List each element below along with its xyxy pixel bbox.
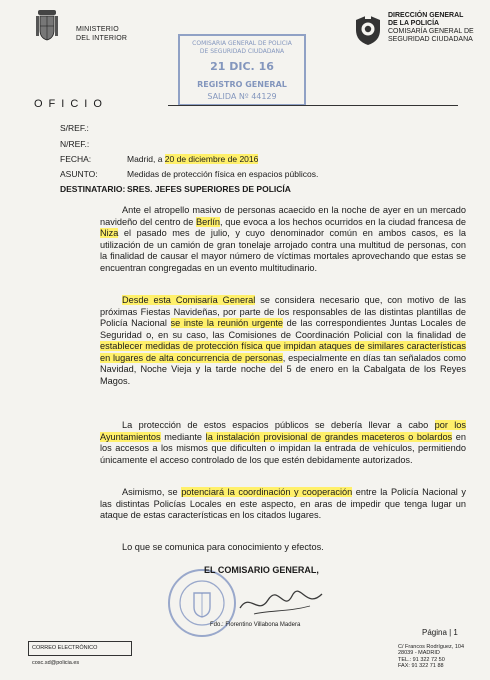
field-sref-label: S/REF.: bbox=[60, 123, 89, 133]
page-number: Página | 1 bbox=[422, 628, 458, 637]
ministry-line-1: MINISTERIO bbox=[76, 26, 119, 33]
spain-coat-of-arms-icon bbox=[34, 10, 60, 44]
p3-text-c: en los accesos a los mismos que dificulten o impidan la entrada de vehículos, permitiendo únicamente el acceso controlado de los que estén debidamente autorizados. bbox=[100, 431, 466, 465]
paragraph-5: Lo que se comunica para conocimiento y efectos. bbox=[122, 542, 324, 552]
field-nref-label: N/REF.: bbox=[60, 139, 90, 149]
stamp-line-2: DE SEGURIDAD CIUDADANA bbox=[199, 48, 285, 55]
p3-highlight-1: por los Ayuntamientos bbox=[100, 420, 466, 442]
stamp-number: SALIDA Nº 44129 bbox=[207, 92, 277, 101]
field-date-value bbox=[127, 154, 258, 164]
field-recipient-value: SRES. JEFES SUPERIORES DE POLICÍA bbox=[127, 184, 291, 194]
p2-highlight-1: Desde esta Comisaría General bbox=[122, 295, 256, 305]
paragraph-3 bbox=[100, 420, 466, 466]
direction-line-1: DIRECCIÓN GENERAL bbox=[388, 12, 464, 19]
field-recipient-label: DESTINATARIO: bbox=[60, 184, 126, 194]
signature-title: EL COMISARIO GENERAL, bbox=[204, 565, 319, 575]
p1-text-b: , que evoca a los hechos ocurridos en la ciudad francesa de bbox=[220, 216, 466, 227]
address-line-3: TEL.: 91 322 72 50 bbox=[398, 656, 445, 663]
field-subject-label: ASUNTO: bbox=[60, 169, 98, 179]
stamp-line-1: COMISARÍA GENERAL DE POLICÍA bbox=[192, 40, 292, 47]
oficio-divider bbox=[168, 105, 458, 106]
stamp-registry: REGISTRO GENERAL bbox=[197, 80, 287, 89]
p2-text-a: se considera necesario que, con motivo de las próximas Fiestas Navideñas, por parte de los responsables de las distintas plantillas de Policía Nacional bbox=[100, 295, 467, 328]
address-line-4: FAX: 91 322 71 88 bbox=[398, 662, 444, 669]
field-date-label: FECHA: bbox=[60, 154, 92, 164]
field-subject-value: Medidas de protección física en espacios públicos. bbox=[127, 169, 319, 179]
p1-highlight-berlin: Berlín bbox=[196, 216, 221, 227]
p1-text-c: el pasado mes de julio, y cuyo denominador común en ambos casos, es la utilización de un camión de gran tonelaje arrojado contra una multitud de personas, con la finalidad de causar el mayor número de víctimas mortales aprovechando que estas se encuentran congregadas en un evento multitudinario. bbox=[100, 228, 466, 273]
email-link[interactable]: cosc.sd@policia.es bbox=[32, 660, 80, 666]
p2-highlight-2: se inste la reunión urgente bbox=[170, 318, 283, 328]
signatory-name: Fdo.: Florentino Villabona Madera bbox=[210, 622, 301, 628]
handwritten-signature-icon bbox=[236, 586, 326, 620]
email-label: CORREO ELECTRÓNICO bbox=[32, 645, 98, 651]
p4-highlight-1: potenciará la coordinación y cooperación bbox=[181, 487, 353, 497]
ministry-line-2: DEL INTERIOR bbox=[76, 34, 128, 42]
address-block bbox=[398, 644, 464, 669]
p2-text-c: , especialmente en días tan señalados como Navidad, Noche Vieja y la tarde noche del 5 de enero en la Cabalgata de los Reyes Magos. bbox=[100, 352, 466, 386]
address-line-1: C/ Francos Rodríguez, 104 bbox=[398, 644, 465, 650]
police-badge-icon bbox=[354, 14, 382, 46]
official-seal-icon bbox=[166, 566, 238, 640]
paragraph-4 bbox=[100, 487, 466, 522]
registry-stamp bbox=[178, 34, 306, 106]
stamp-date: 21 DIC. 16 bbox=[210, 60, 274, 73]
p3-text-b: mediante bbox=[160, 431, 206, 442]
p1-highlight-niza: Niza bbox=[100, 228, 119, 238]
date-highlight: 20 de diciembre de 2016 bbox=[164, 154, 259, 164]
p2-highlight-3: establecer medidas de protección física que impidan ataques de similares características en lugares de alta concurrencia de personas bbox=[100, 341, 466, 363]
direction-line-3: COMISARÍA GENERAL DE bbox=[388, 28, 474, 35]
direction-line-4: SEGURIDAD CIUDADANA bbox=[388, 36, 473, 43]
paragraph-2 bbox=[100, 295, 466, 387]
p1-text-a: Ante el atropello masivo de personas acaecido en la noche de ayer en un mercado navideño del centro de bbox=[100, 205, 466, 227]
p3-text-a: La protección de estos espacios públicos se debería llevar a cabo bbox=[122, 420, 435, 430]
paragraph-1 bbox=[100, 205, 466, 274]
date-prefix: Madrid, a bbox=[127, 154, 165, 164]
p4-text-a: Asimismo, se bbox=[122, 487, 182, 497]
address-line-2: 28039 - MADRID bbox=[398, 650, 440, 657]
document-type-label: OFICIO bbox=[34, 98, 108, 110]
p3-highlight-2: la instalación provisional de grandes maceteros o bolardos bbox=[205, 431, 453, 442]
p2-text-b: de las correspondientes Juntas Locales de Seguridad o, en su caso, las Comisiones de Coordinación Policial con la finalidad de bbox=[100, 318, 466, 340]
p4-text-b: entre la Policía Nacional y las distintas Policías Locales en este aspecto, en aras de impedir que tenga lugar un ataque de estas características en los citados lugares. bbox=[100, 487, 466, 520]
direction-line-2: DE LA POLICÍA bbox=[388, 20, 440, 27]
